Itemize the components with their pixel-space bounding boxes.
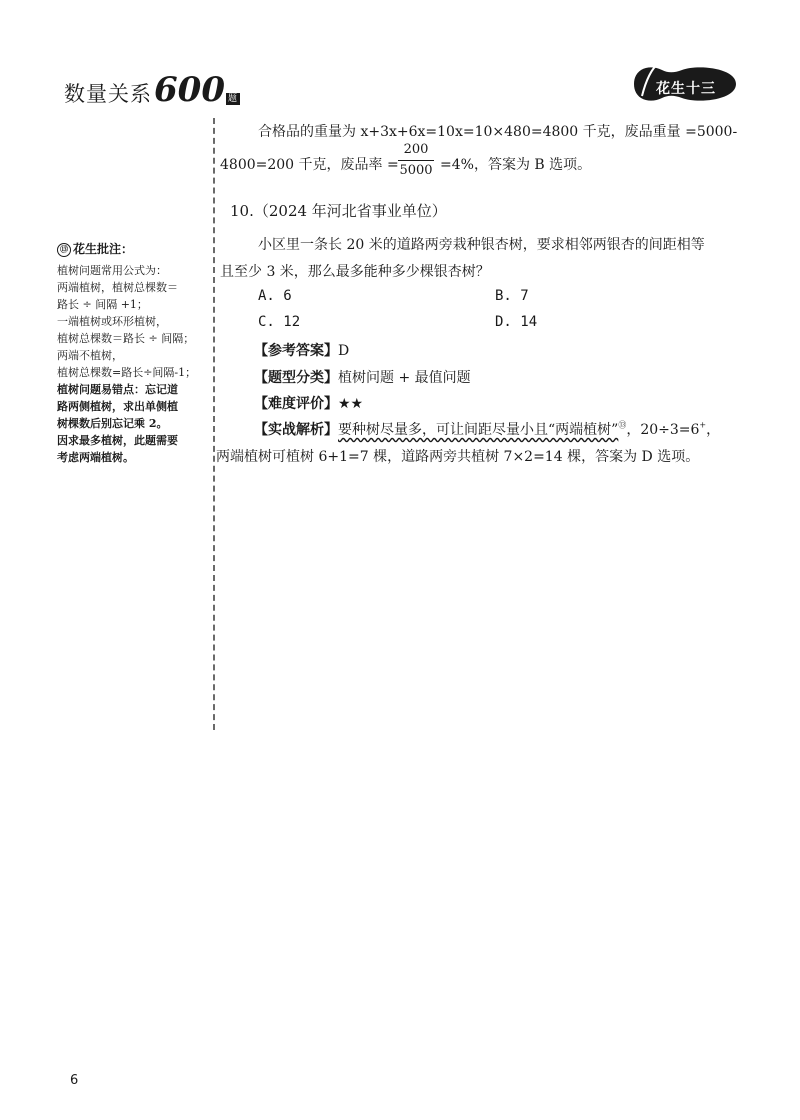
analysis-calc: ，20÷3=6 [626, 422, 700, 438]
note-line: 因求最多植树，此题需要 [57, 434, 178, 447]
fraction-denominator: 5000 [399, 163, 433, 178]
option-d: D. 14 [495, 314, 538, 330]
difficulty-label: 【难度评价】 [254, 396, 338, 412]
note-line: 考虑两端植树。 [57, 451, 134, 464]
note-line: 两端植树，植树总棵数＝ [57, 281, 178, 294]
analysis-line2: 两端植树可植树 6+1=7 棵，道路两旁共植树 7×2=14 棵，答案为 D 选项。 [216, 449, 700, 465]
difficulty-row [254, 393, 363, 413]
note-line: 两端不植树， [57, 349, 123, 362]
note-marker: ⑬ [57, 243, 71, 257]
analysis-underlined: 要种树尽量多，可让间距尽量小且“两端植树” [338, 422, 619, 438]
analysis-row [254, 419, 720, 439]
fraction-numerator: 200 [403, 142, 429, 157]
answer-row [254, 340, 349, 360]
note-line: 树棵数后别忘记乘 2。 [57, 417, 168, 430]
note-line: 植树总棵数＝路长 ÷ 间隔； [57, 332, 195, 345]
prev-solution-line2-before: 4800=200 千克，废品率 = [220, 157, 399, 173]
question-stem-line1: 小区里一条长 20 米的道路两旁栽种银杏树，要求相邻两银杏的间距相等 [258, 237, 705, 253]
answer-value: D [338, 343, 350, 359]
prev-solution-line2-after: =4%，答案为 B 选项。 [440, 157, 592, 173]
sidebar-note-title [57, 240, 133, 257]
note-line: 植树问题常用公式为： [57, 264, 167, 277]
analysis-label: 【实战解析】 [254, 422, 338, 438]
analysis-calc-sup: + [699, 420, 707, 430]
margin-divider [213, 118, 215, 730]
logo-text: 花生十三 [656, 81, 716, 97]
option-a: A. 6 [258, 288, 292, 304]
category-row [254, 367, 471, 387]
note-title-text: 花生批注： [73, 242, 134, 256]
option-c: C. 12 [258, 314, 301, 330]
note-line: 路两侧植树，求出单侧植 [57, 400, 178, 413]
analysis-calc-end: ， [706, 422, 721, 438]
book-title-number: 600 [154, 70, 225, 110]
note-line: 植树问题易错点：忘记道 [57, 383, 178, 396]
fraction-bar [398, 160, 434, 161]
category-value: 植树问题 + 最值问题 [338, 370, 471, 386]
difficulty-stars: ★★ [338, 396, 364, 412]
option-b: B. 7 [495, 288, 529, 304]
waste-rate-fraction [398, 142, 434, 179]
page-number: 6 [70, 1073, 79, 1088]
book-title-text: 数量关系 [64, 82, 152, 106]
prev-solution-line1: 合格品的重量为 x+3x+6x=10x=10×480=4800 千克，废品重量 =5000- [258, 124, 738, 140]
question-heading: 10.（2024 年河北省事业单位） [230, 202, 447, 220]
question-stem-line2: 且至少 3 米，那么最多能种多少棵银杏树？ [220, 264, 490, 280]
note-line: 植树总棵数=路长÷间隔-1； [57, 366, 197, 379]
book-title [64, 70, 240, 110]
analysis-note-ref: ⑬ [618, 420, 627, 430]
book-title-suffix: 题 [227, 94, 238, 104]
note-line: 一端植树或环形植树， [57, 315, 167, 328]
note-line: 路长 ÷ 间隔 +1； [57, 298, 148, 311]
answer-label: 【参考答案】 [254, 343, 338, 359]
category-label: 【题型分类】 [254, 370, 338, 386]
